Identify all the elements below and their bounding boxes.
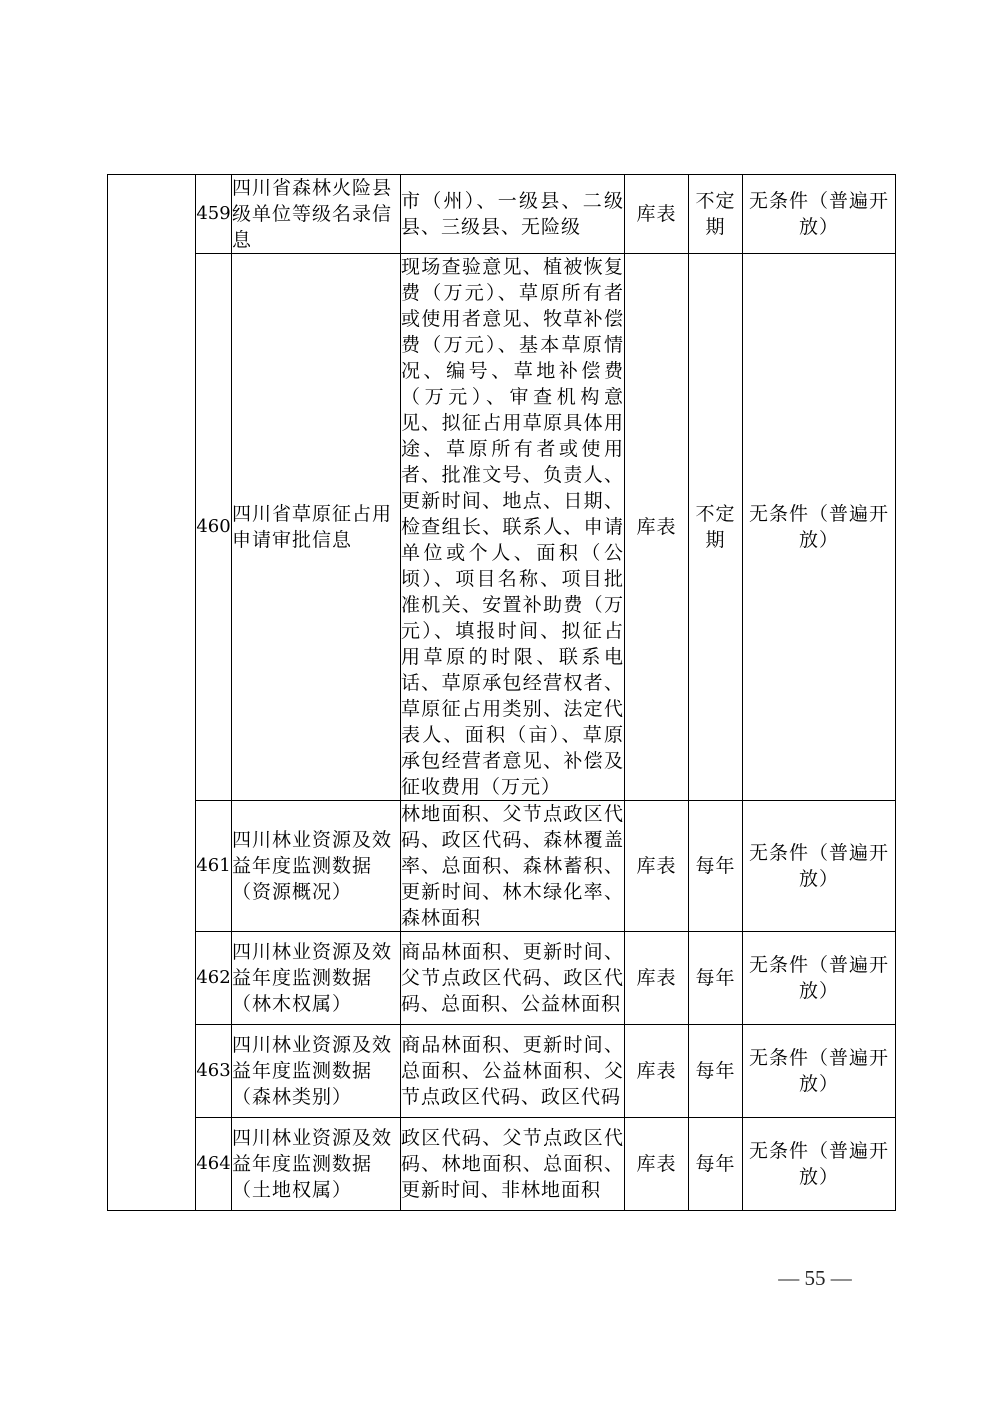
resource-name: 四川林业资源及效益年度监测数据（林木权属）	[232, 932, 401, 1025]
resource-name: 四川省森林火险县级单位等级名录信息	[232, 175, 401, 254]
table-row	[108, 932, 896, 1025]
open-condition: 无条件（普遍开放）	[743, 1025, 896, 1118]
table-row	[108, 801, 896, 932]
data-items: 现场查验意见、植被恢复费（万元）、草原所有者或使用者意见、牧草补偿费（万元）、基本草原情况、编号、草地补偿费（万元）、审查机构意见、拟征占用草原具体用途、草原所有者或使用者、批准文号、负责人、更新时间、地点、日期、检查组长、联系人、申请单位或个人、面积（公顷）、项目名称、项目批准机关、安置补助费（万元）、填报时间、拟征占用草原的时限、联系电话、草原承包经营权者、草原征占用类别、法定代表人、面积（亩）、草原承包经营者意见、补偿及征收费用（万元）	[401, 254, 625, 801]
resource-format: 库表	[625, 254, 689, 801]
row-number: 459	[196, 175, 232, 254]
resource-format: 库表	[625, 801, 689, 932]
row-number: 464	[196, 1118, 232, 1211]
table-row	[108, 175, 896, 254]
data-items: 商品林面积、更新时间、父节点政区代码、政区代码、总面积、公益林面积	[401, 932, 625, 1025]
table-row	[108, 1025, 896, 1118]
table-row	[108, 1118, 896, 1211]
resource-format: 库表	[625, 1025, 689, 1118]
table-row	[108, 254, 896, 801]
update-frequency: 每年	[689, 801, 743, 932]
open-condition: 无条件（普遍开放）	[743, 1118, 896, 1211]
resource-name: 四川林业资源及效益年度监测数据（森林类别）	[232, 1025, 401, 1118]
data-items: 商品林面积、更新时间、总面积、公益林面积、父节点政区代码、政区代码	[401, 1025, 625, 1118]
resource-name: 四川林业资源及效益年度监测数据（土地权属）	[232, 1118, 401, 1211]
row-number: 461	[196, 801, 232, 932]
update-frequency: 每年	[689, 1118, 743, 1211]
row-number: 462	[196, 932, 232, 1025]
data-items: 林地面积、父节点政区代码、政区代码、森林覆盖率、总面积、森林蓄积、更新时间、林木绿化率、森林面积	[401, 801, 625, 932]
resource-format: 库表	[625, 1118, 689, 1211]
page-number: — 55 —	[778, 1266, 852, 1290]
row-number: 463	[196, 1025, 232, 1118]
open-condition: 无条件（普遍开放）	[743, 932, 896, 1025]
resource-format: 库表	[625, 932, 689, 1025]
category-cell	[108, 175, 196, 1211]
data-items: 政区代码、父节点政区代码、林地面积、总面积、更新时间、非林地面积	[401, 1118, 625, 1211]
resource-format: 库表	[625, 175, 689, 254]
update-frequency: 每年	[689, 1025, 743, 1118]
update-frequency: 不定期	[689, 175, 743, 254]
resource-name: 四川省草原征占用申请审批信息	[232, 254, 401, 801]
data-items: 市（州）、一级县、二级县、三级县、无险级	[401, 175, 625, 254]
row-number: 460	[196, 254, 232, 801]
update-frequency: 不定期	[689, 254, 743, 801]
resource-name: 四川林业资源及效益年度监测数据（资源概况）	[232, 801, 401, 932]
open-condition: 无条件（普遍开放）	[743, 175, 896, 254]
catalog-table	[107, 174, 896, 1211]
open-condition: 无条件（普遍开放）	[743, 801, 896, 932]
open-condition: 无条件（普遍开放）	[743, 254, 896, 801]
update-frequency: 每年	[689, 932, 743, 1025]
